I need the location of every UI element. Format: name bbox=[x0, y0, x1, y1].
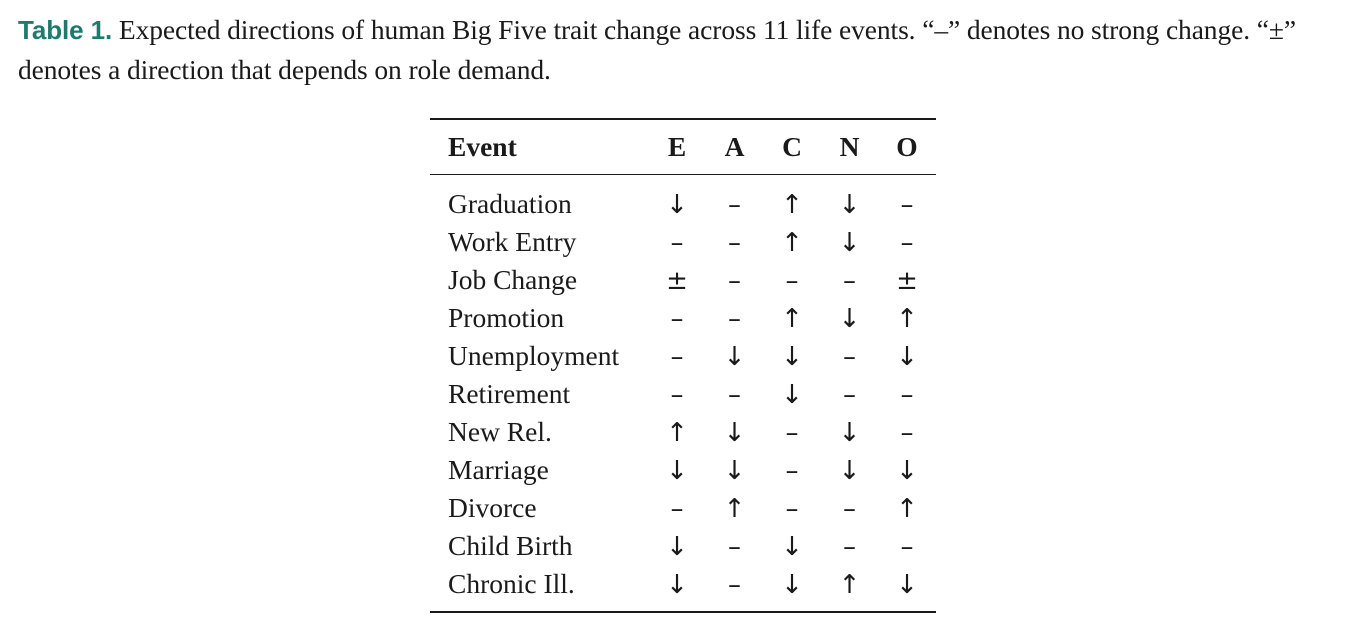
trait-n-cell bbox=[821, 451, 878, 489]
trait-o-cell bbox=[878, 565, 936, 612]
trait-c-cell bbox=[763, 337, 821, 375]
table-row bbox=[430, 337, 936, 375]
direction-symbol: ↑ bbox=[896, 304, 918, 334]
header-e: E bbox=[667, 131, 687, 162]
trait-a-cell bbox=[706, 261, 763, 299]
header-event: Event bbox=[448, 131, 517, 162]
direction-symbol: ↑ bbox=[896, 494, 918, 524]
trait-n-cell bbox=[821, 489, 878, 527]
trait-o-cell bbox=[878, 413, 936, 451]
trait-a-cell bbox=[706, 299, 763, 337]
direction-symbol: – bbox=[900, 228, 914, 258]
direction-symbol: ↓ bbox=[723, 456, 746, 486]
direction-symbol: – bbox=[785, 418, 799, 448]
event-name-cell: Retirement bbox=[448, 378, 571, 409]
trait-n-cell bbox=[821, 413, 878, 451]
direction-symbol: ↑ bbox=[781, 190, 803, 220]
direction-symbol: – bbox=[900, 380, 914, 410]
header-a: A bbox=[724, 131, 745, 162]
trait-c-cell bbox=[763, 413, 821, 451]
direction-symbol: ↓ bbox=[838, 228, 861, 258]
trait-o-cell bbox=[878, 299, 936, 337]
trait-a-cell bbox=[706, 565, 763, 612]
direction-symbol: – bbox=[670, 342, 684, 372]
trait-n-cell bbox=[821, 299, 878, 337]
trait-n-cell bbox=[821, 527, 878, 565]
table-row bbox=[430, 299, 936, 337]
direction-symbol: – bbox=[785, 456, 799, 486]
trait-e-cell bbox=[648, 413, 706, 451]
table-row bbox=[430, 175, 936, 224]
event-name-cell: Work Entry bbox=[448, 226, 577, 257]
trait-c-cell bbox=[763, 565, 821, 612]
trait-e-cell bbox=[648, 261, 706, 299]
trait-n-cell bbox=[821, 337, 878, 375]
trait-c-cell bbox=[763, 451, 821, 489]
trait-n-cell bbox=[821, 565, 878, 612]
trait-e-cell bbox=[648, 527, 706, 565]
direction-symbol: ↓ bbox=[896, 570, 918, 600]
direction-symbol: ↑ bbox=[666, 418, 688, 448]
direction-symbol: – bbox=[785, 494, 799, 524]
trait-c-cell bbox=[763, 375, 821, 413]
event-name-cell: Unemployment bbox=[448, 340, 620, 371]
direction-symbol: ↓ bbox=[896, 456, 918, 486]
trait-a-cell bbox=[706, 223, 763, 261]
direction-symbol: ↓ bbox=[838, 456, 861, 486]
header-o: O bbox=[896, 131, 918, 162]
table-row bbox=[430, 261, 936, 299]
trait-e-cell bbox=[648, 565, 706, 612]
table-row bbox=[430, 223, 936, 261]
trait-c-cell bbox=[763, 261, 821, 299]
direction-symbol: ↓ bbox=[838, 190, 861, 220]
event-name-cell: Graduation bbox=[448, 188, 572, 219]
direction-symbol: ↑ bbox=[723, 494, 746, 524]
direction-symbol: ↓ bbox=[666, 570, 688, 600]
trait-a-cell bbox=[706, 375, 763, 413]
trait-n-cell bbox=[821, 175, 878, 224]
trait-o-cell bbox=[878, 375, 936, 413]
event-name-cell: Marriage bbox=[448, 454, 549, 485]
caption-label: Table 1. bbox=[18, 15, 113, 45]
direction-symbol: – bbox=[670, 380, 684, 410]
table-caption bbox=[18, 10, 1358, 89]
direction-symbol: – bbox=[670, 494, 684, 524]
header-c: C bbox=[782, 131, 802, 162]
direction-symbol: – bbox=[843, 266, 856, 296]
trait-e-cell bbox=[648, 337, 706, 375]
table bbox=[430, 118, 936, 613]
direction-symbol: ↓ bbox=[666, 456, 688, 486]
direction-symbol: ↑ bbox=[781, 228, 803, 258]
trait-e-cell bbox=[648, 175, 706, 224]
direction-symbol: – bbox=[843, 532, 856, 562]
direction-symbol: ↓ bbox=[723, 418, 746, 448]
direction-symbol: – bbox=[670, 228, 684, 258]
table-row bbox=[430, 451, 936, 489]
trait-o-cell bbox=[878, 527, 936, 565]
direction-symbol: – bbox=[728, 266, 741, 296]
table-row bbox=[430, 413, 936, 451]
trait-o-cell bbox=[878, 261, 936, 299]
event-name-cell: Job Change bbox=[448, 264, 578, 295]
trait-c-cell bbox=[763, 527, 821, 565]
trait-a-cell bbox=[706, 413, 763, 451]
trait-n-cell bbox=[821, 223, 878, 261]
trait-e-cell bbox=[648, 223, 706, 261]
direction-symbol: – bbox=[900, 190, 914, 220]
direction-symbol: ↓ bbox=[781, 570, 803, 600]
direction-symbol: ↓ bbox=[838, 418, 861, 448]
trait-o-cell bbox=[878, 223, 936, 261]
trait-e-cell bbox=[648, 299, 706, 337]
direction-symbol: – bbox=[785, 266, 799, 296]
table-row bbox=[430, 527, 936, 565]
direction-symbol: ↓ bbox=[666, 190, 688, 220]
direction-symbol: ↑ bbox=[838, 570, 861, 600]
table-body bbox=[430, 175, 936, 613]
table-row bbox=[430, 375, 936, 413]
trait-n-cell bbox=[821, 375, 878, 413]
trait-a-cell bbox=[706, 527, 763, 565]
direction-symbol: – bbox=[728, 532, 741, 562]
event-name-cell: Divorce bbox=[448, 492, 537, 523]
table-row bbox=[430, 565, 936, 612]
direction-symbol: – bbox=[900, 418, 914, 448]
direction-symbol: ↓ bbox=[666, 532, 688, 562]
trait-e-cell bbox=[648, 451, 706, 489]
direction-symbol: – bbox=[728, 570, 741, 600]
event-name-cell: Child Birth bbox=[448, 530, 573, 561]
event-name-cell: Promotion bbox=[448, 302, 565, 333]
direction-symbol: – bbox=[843, 380, 856, 410]
direction-symbol: ↓ bbox=[781, 380, 803, 410]
direction-symbol: – bbox=[728, 228, 741, 258]
trait-c-cell bbox=[763, 299, 821, 337]
trait-a-cell bbox=[706, 337, 763, 375]
caption-text: Expected directions of human Big Five trait change across 11 life events. “–” denotes no strong change. “±” denotes a direction that depends on role demand. bbox=[18, 14, 1296, 85]
trait-a-cell bbox=[706, 451, 763, 489]
trait-c-cell bbox=[763, 223, 821, 261]
direction-symbol: – bbox=[728, 380, 741, 410]
trait-n-cell bbox=[821, 261, 878, 299]
event-name-cell: Chronic Ill. bbox=[448, 568, 575, 599]
direction-symbol: – bbox=[670, 304, 684, 334]
direction-symbol: ↑ bbox=[781, 304, 803, 334]
direction-symbol: – bbox=[728, 190, 741, 220]
table-header-row bbox=[430, 119, 936, 175]
direction-symbol: – bbox=[900, 532, 914, 562]
trait-o-cell bbox=[878, 451, 936, 489]
direction-symbol: ± bbox=[896, 266, 918, 296]
direction-symbol: – bbox=[843, 494, 856, 524]
direction-symbol: ↓ bbox=[838, 304, 861, 334]
trait-c-cell bbox=[763, 489, 821, 527]
trait-a-cell bbox=[706, 489, 763, 527]
direction-symbol: ± bbox=[666, 266, 688, 296]
table-row bbox=[430, 489, 936, 527]
trait-a-cell bbox=[706, 175, 763, 224]
trait-o-cell bbox=[878, 489, 936, 527]
trait-e-cell bbox=[648, 375, 706, 413]
trait-change-table bbox=[430, 118, 936, 613]
event-name-cell: New Rel. bbox=[448, 416, 552, 447]
direction-symbol: ↓ bbox=[723, 342, 746, 372]
direction-symbol: ↓ bbox=[781, 532, 803, 562]
trait-o-cell bbox=[878, 337, 936, 375]
direction-symbol: – bbox=[843, 342, 856, 372]
trait-c-cell bbox=[763, 175, 821, 224]
direction-symbol: ↓ bbox=[781, 342, 803, 372]
header-n: N bbox=[839, 131, 860, 162]
direction-symbol: – bbox=[728, 304, 741, 334]
trait-o-cell bbox=[878, 175, 936, 224]
direction-symbol: ↓ bbox=[896, 342, 918, 372]
trait-e-cell bbox=[648, 489, 706, 527]
